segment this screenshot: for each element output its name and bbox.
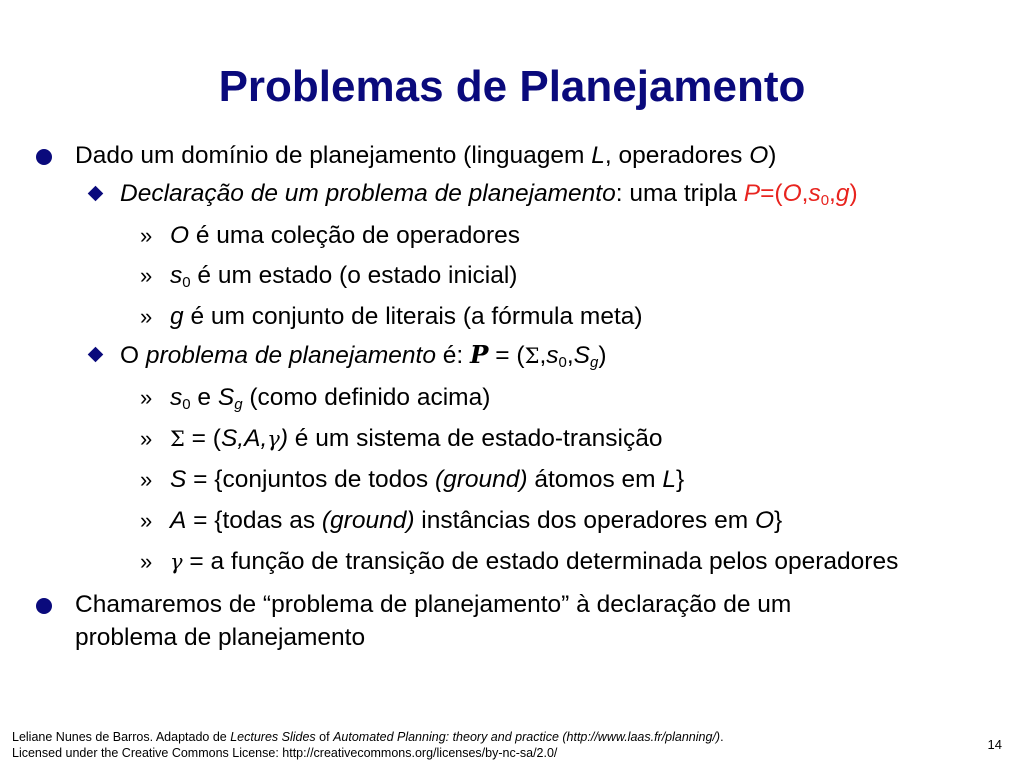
bullet-chevron: »: [140, 304, 153, 329]
bullet-diamond: [88, 186, 104, 202]
bullet-2-line1: Chamaremos de “problema de planejamento” à declaração de um: [75, 591, 792, 618]
item-initial-state: $s_0$ é um estado (o estado inicial): [170, 262, 518, 291]
item-operators: O é uma coleção de operadores: [170, 222, 521, 249]
footer-credit: Leliane Nunes de Barros. Adaptado de Lectures Slides of Automated Planning: theory and practice (http://www.laas.fr/planning/).: [12, 730, 724, 744]
bullet-chevron: »: [140, 385, 153, 410]
bullet-chevron: »: [140, 263, 153, 288]
bullet-1b-text: O problema de planejamento é: $P = (\Sigma,s_0,S_g)$: [120, 340, 607, 371]
item-transition-function: γ = a função de transição de estado determinada pelos operadores: [170, 548, 899, 575]
page-number: 14: [987, 737, 1002, 752]
item-as-defined: $s_0$ e $S_g$ (como definido acima): [170, 384, 491, 413]
item-goal: g é um conjunto de literais (a fórmula meta): [170, 303, 643, 330]
footer-license: Licensed under the Creative Commons License: http://creativecommons.org/licenses/by-nc-sa/2.0/: [12, 746, 558, 760]
bullet-chevron: »: [140, 467, 153, 492]
bullet-dot: [36, 149, 52, 165]
item-actions: A = {todas as (ground) instâncias dos operadores em O}: [170, 507, 783, 534]
bullet-diamond: [88, 347, 104, 363]
bullet-1a-text: Declaração de um problema de planejamento: uma tripla $P=(O,s_0,g)$: [120, 180, 858, 209]
bullet-chevron: »: [140, 549, 153, 574]
bullet-2-line2: problema de planejamento: [75, 624, 366, 651]
bullet-1-text: Dado um domínio de planejamento (linguagem L, operadores O): [75, 142, 777, 169]
item-states: S = {conjuntos de todos (ground) átomos em L}: [170, 466, 685, 493]
bullet-chevron: »: [140, 508, 153, 533]
bullet-chevron: »: [140, 426, 153, 451]
item-transition-system: Σ = (S,A,γ) é um sistema de estado-transição: [170, 425, 663, 452]
bullet-dot: [36, 598, 52, 614]
bullet-chevron: »: [140, 223, 153, 248]
slide-title: Problemas de Planejamento: [218, 62, 806, 111]
